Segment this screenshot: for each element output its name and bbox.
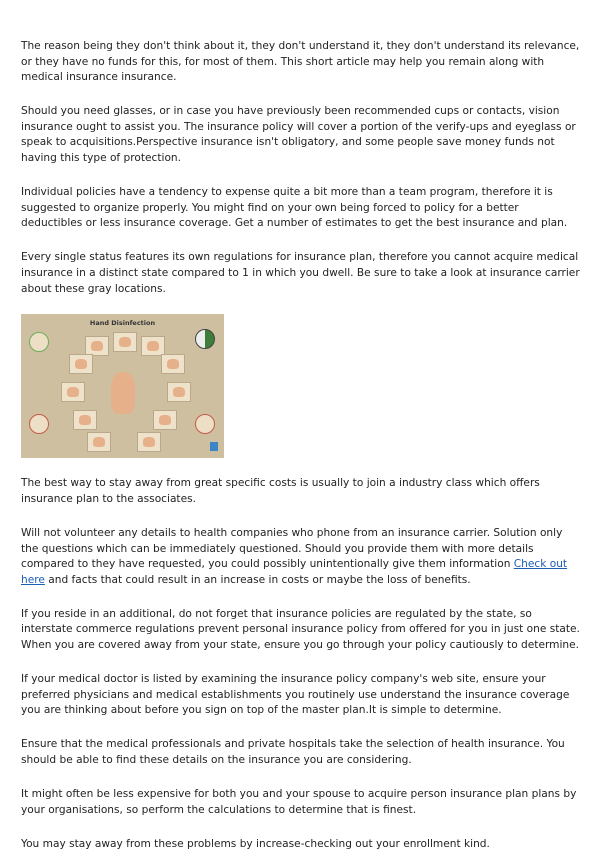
step-card [61, 382, 85, 402]
paragraph-1: The reason being they don't think about it, they don't understand it, they don't understand its relevance, or they have no funds for this, for most of them. This short article may help you remain along with medical insurance insurance. [21, 40, 580, 84]
timer-icon [195, 329, 215, 349]
paragraph-2: Should you need glasses, or in case you have previously been recommended cups or contacts, vision insurance ought to assist you. The insurance policy will cover a portion of the verify-ups and eyeglass or speak to acquisitions.Perspective insurance isn't obligatory, and some people save money funds not having this type of protection. [21, 105, 576, 165]
step-card [113, 332, 137, 352]
check-out-here-link[interactable]: Check out here [21, 558, 568, 586]
center-hand-icon [111, 372, 135, 414]
poster-title: Hand Disinfection [89, 319, 156, 328]
paragraph-6-text-b: and facts that could result in an increase in costs or maybe the loss of benefits. [44, 573, 471, 586]
article-body [21, 39, 581, 852]
step-card [73, 410, 97, 430]
check-circle-icon [29, 332, 49, 352]
hand-disinfection-poster [21, 314, 224, 458]
no-ring-icon [195, 414, 215, 434]
step-card [87, 432, 111, 452]
paragraph-6 [21, 526, 581, 588]
paragraph-10: It might often be less expensive for both you and your spouse to acquire person insurance plan plans by your organisations, so perform the calculations to determine that is finest. [21, 788, 577, 816]
paragraph-6-text-a: Will not volunteer any details to health companies who phone from an insurance carrier. Solution only the questions which can be immediately questioned. Should you provide them with more details compared to they have requested, you could possibly unintentionally give them information [21, 526, 563, 571]
step-card [69, 354, 93, 374]
no-jewelry-icon [29, 414, 49, 434]
paragraph-5: The best way to stay away from great specific costs is usually to join a industry class which offers insurance plan to the associates. [21, 477, 540, 505]
step-card [161, 354, 185, 374]
step-card [141, 336, 165, 356]
paragraph-11: You may stay away from these problems by increase-checking out your enrollment kind. [21, 837, 490, 850]
paragraph-4: Every single status features its own regulations for insurance plan, therefore you cannot acquire medical insurance in a distinct state compared to 1 in which you dwell. Be sure to take a look at insurance carrier about these gray locations. [21, 251, 580, 295]
paragraph-9: Ensure that the medical professionals and private hospitals take the selection of health insurance. You should be able to find these details on the insurance you are considering. [21, 738, 565, 766]
paragraph-7: If you reside in an additional, do not forget that insurance policies are regulated by the state, so interstate commerce regulations prevent personal insurance policy from offered for you in just one state. When you are covered away from your state, ensure you go through your policy cautiously to determine. [21, 607, 580, 651]
step-card [153, 410, 177, 430]
paragraph-3: Individual policies have a tendency to expense quite a bit more than a team program, therefore it is suggested to organize properly. You might find on your own being forced to policy for a better deductibles or less insurance coverage. Get a number of estimates to get the best insurance and plan. [21, 186, 568, 230]
step-card [137, 432, 161, 452]
paragraph-8: If your medical doctor is listed by examining the insurance policy company's web site, ensure your preferred physicians and medical establishments you routinely use understand the insurance coverage you are thinking about before you sign on top of the master plan.It is simple to determine. [21, 673, 570, 717]
step-card [85, 336, 109, 356]
logo-icon [210, 442, 218, 451]
step-card [167, 382, 191, 402]
